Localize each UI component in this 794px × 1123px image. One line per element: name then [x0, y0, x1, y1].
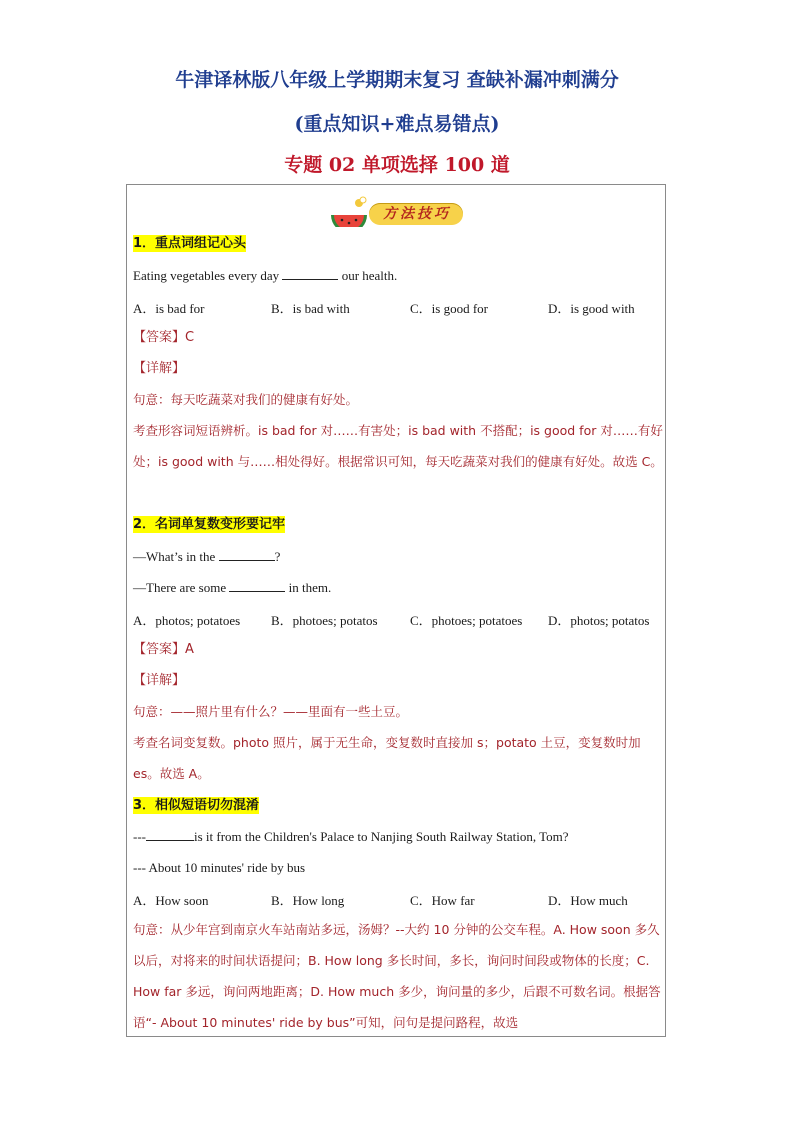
section-3-question-2: --- About 10 minutes' ride by bus: [133, 860, 306, 875]
option-d: D．photos; potatos: [548, 613, 650, 628]
method-badge: [327, 193, 467, 227]
section-1-explain: 考查形容词短语辨析。is bad for 对……有害处；is bad with 不搭配；is good for 对……有好处；is good with 与……相处得好。根据常识可知，每天吃蔬菜对我们的健康有好处。故选 C。: [133, 423, 663, 469]
section-2-detail-label: 【详解】: [133, 673, 186, 688]
section-2-options: [133, 610, 663, 628]
badge-text: 方法技巧: [383, 206, 451, 222]
option-a: A．photos; potatoes: [133, 613, 241, 628]
watermelon-icon: [327, 193, 371, 227]
section-3-heading: 3．相似短语切勿混淆: [133, 798, 260, 813]
option-d: D．is good with: [548, 301, 635, 316]
answer-blank: [229, 579, 285, 592]
answer-blank: [282, 267, 338, 280]
answer-blank: [219, 548, 275, 561]
section-2-question-1: —What’s in the ?: [133, 549, 281, 564]
section-1-question: Eating vegetables every day our health.: [133, 268, 398, 283]
section-1-heading: 1．重点词组记心头: [133, 236, 247, 251]
option-c: C．photoes; potatoes: [410, 613, 523, 628]
option-c: C．How far: [410, 893, 475, 908]
option-b: B．photoes; potatos: [271, 613, 378, 628]
section-1-meaning: 句意：每天吃蔬菜对我们的健康有好处。: [133, 392, 359, 407]
option-d: D．How much: [548, 893, 628, 908]
answer-blank: [146, 828, 194, 841]
option-b: B．is bad with: [271, 301, 350, 316]
doc-subtitle: (重点知识+难点易错点): [294, 113, 500, 135]
section-1-options: [133, 298, 663, 316]
option-a: A．is bad for: [133, 301, 205, 316]
section-2-explain: 考查名词变复数。photo 照片，属于无生命，变复数时直接加 s；potato 土豆，变复数时加 es。故选 A。: [133, 735, 641, 781]
content-box: [126, 184, 666, 1037]
section-1-detail-label: 【详解】: [133, 361, 186, 376]
section-2-answer: 【答案】A: [133, 642, 194, 657]
section-3-options: [133, 890, 663, 908]
section-3-question-1: --- is it from the Children's Palace to Nanjing South Railway Station, Tom?: [133, 829, 569, 844]
section-2-question-2: —There are some in them.: [133, 580, 332, 595]
section-2-meaning: 句意：——照片里有什么？——里面有一些土豆。: [133, 704, 409, 719]
option-a: A．How soon: [133, 893, 209, 908]
doc-title: 牛津译林版八年级上学期期末复习 查缺补漏冲刺满分: [175, 69, 619, 91]
section-3-explain: 句意：从少年宫到南京火车站南站多远，汤姆？--大约 10 分钟的公交车程。A. How soon 多久以后，对将来的时间状语提问；B. How long 多长时间，多长，询问时间段或物体的长度；C. How far 多远，询问两地距离；D. How much 多少，询问量的多少，后跟不可数名词。根据答语“- About 10 minutes' ride by bus”可知，问句是提问路程，故选: [133, 922, 661, 1030]
option-b: B．How long: [271, 893, 345, 908]
option-c: C．is good for: [410, 301, 489, 316]
section-1-answer: 【答案】C: [133, 330, 195, 345]
doc-topic: 专题 02 单项选择 100 道: [284, 154, 510, 176]
section-2-heading: 2．名词单复数变形要记牢: [133, 517, 286, 532]
